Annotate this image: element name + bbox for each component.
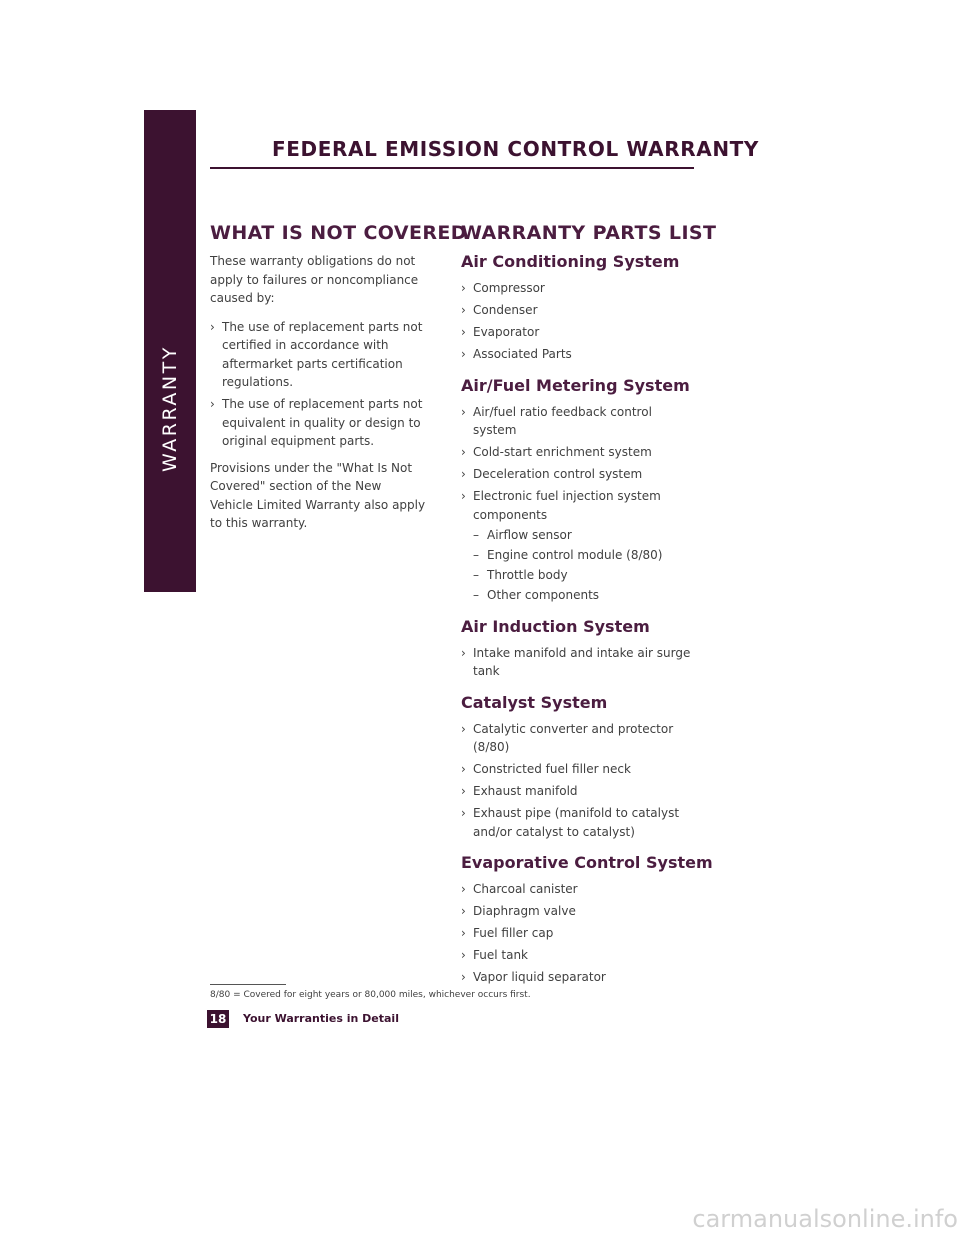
- side-tab-label: WARRANTY: [159, 345, 181, 472]
- section-heading-air-conditioning: Air Conditioning System: [461, 252, 680, 271]
- watermark: carmanualsonline.info: [692, 1205, 958, 1233]
- sub-list-item: – Airflow sensor: [473, 526, 697, 545]
- list-item: › Cold-start enrichment system: [461, 443, 697, 462]
- header-divider: [210, 167, 694, 169]
- catalyst-list: [461, 720, 697, 842]
- list-item: › Exhaust pipe (manifold to catalyst and/or catalyst to catalyst): [461, 804, 697, 841]
- provisions-text: Provisions under the "What Is Not Covered" section of the New Vehicle Limited Warranty also apply to this warranty.: [210, 460, 426, 530]
- list-item: › Deceleration control system: [461, 465, 697, 484]
- footnote: 8/80 = Covered for eight years or 80,000 miles, whichever occurs first.: [210, 990, 531, 1000]
- list-item: › Exhaust manifold: [461, 782, 697, 801]
- page-header-title: FEDERAL EMISSION CONTROL WARRANTY: [272, 137, 759, 161]
- list-item: › Fuel tank: [461, 946, 697, 965]
- fuel-injection-components-list: [473, 526, 697, 605]
- not-covered-list: [210, 318, 428, 451]
- section-heading-catalyst: Catalyst System: [461, 692, 608, 712]
- list-item: › Constricted fuel filler neck: [461, 760, 697, 779]
- list-item: › Diaphragm valve: [461, 902, 697, 921]
- list-item-text: Electronic fuel injection system components: [473, 489, 661, 522]
- sub-list-item: – Throttle body: [473, 566, 697, 585]
- not-covered-intro: These warranty obligations do not apply to failures or noncompliance caused by:: [210, 254, 419, 305]
- list-item: › The use of replacement parts not certified in accordance with aftermarket parts certification regulations.: [210, 318, 428, 392]
- page-number-badge: 18: [207, 1010, 229, 1028]
- list-item: › Charcoal canister: [461, 880, 697, 899]
- list-item: [461, 487, 697, 605]
- list-item: › Evaporator: [461, 323, 697, 342]
- list-item: › The use of replacement parts not equivalent in quality or design to original equipment parts.: [210, 395, 428, 451]
- footnote-divider: [210, 984, 286, 985]
- list-item: › Fuel filler cap: [461, 924, 697, 943]
- evaporative-control-list: [461, 880, 697, 987]
- list-item: › Air/fuel ratio feedback control system: [461, 403, 697, 440]
- section-heading-air-fuel-metering: Air/Fuel Metering System: [461, 375, 690, 395]
- side-tab: [144, 110, 196, 592]
- section-heading-air-induction: Air Induction System: [461, 616, 650, 636]
- list-item: › Intake manifold and intake air surge tank: [461, 644, 697, 681]
- page-section-label: Your Warranties in Detail: [243, 1012, 399, 1025]
- list-item: › Condenser: [461, 301, 697, 320]
- air-fuel-metering-list: [461, 403, 697, 605]
- not-covered-title: WHAT IS NOT COVERED: [210, 222, 467, 244]
- list-item: › Vapor liquid separator: [461, 968, 697, 987]
- air-induction-list: [461, 644, 697, 681]
- right-column: [461, 222, 717, 991]
- list-item: › Compressor: [461, 279, 697, 298]
- list-item: › Associated Parts: [461, 345, 697, 364]
- section-heading-evaporative-control: Evaporative Control System: [461, 853, 713, 872]
- sub-list-item: – Other components: [473, 586, 697, 605]
- sub-list-item: – Engine control module (8/80): [473, 546, 697, 565]
- air-conditioning-list: [461, 279, 697, 364]
- list-item: › Catalytic converter and protector (8/80): [461, 720, 697, 757]
- left-column: [210, 222, 467, 543]
- parts-list-title: WARRANTY PARTS LIST: [461, 222, 717, 244]
